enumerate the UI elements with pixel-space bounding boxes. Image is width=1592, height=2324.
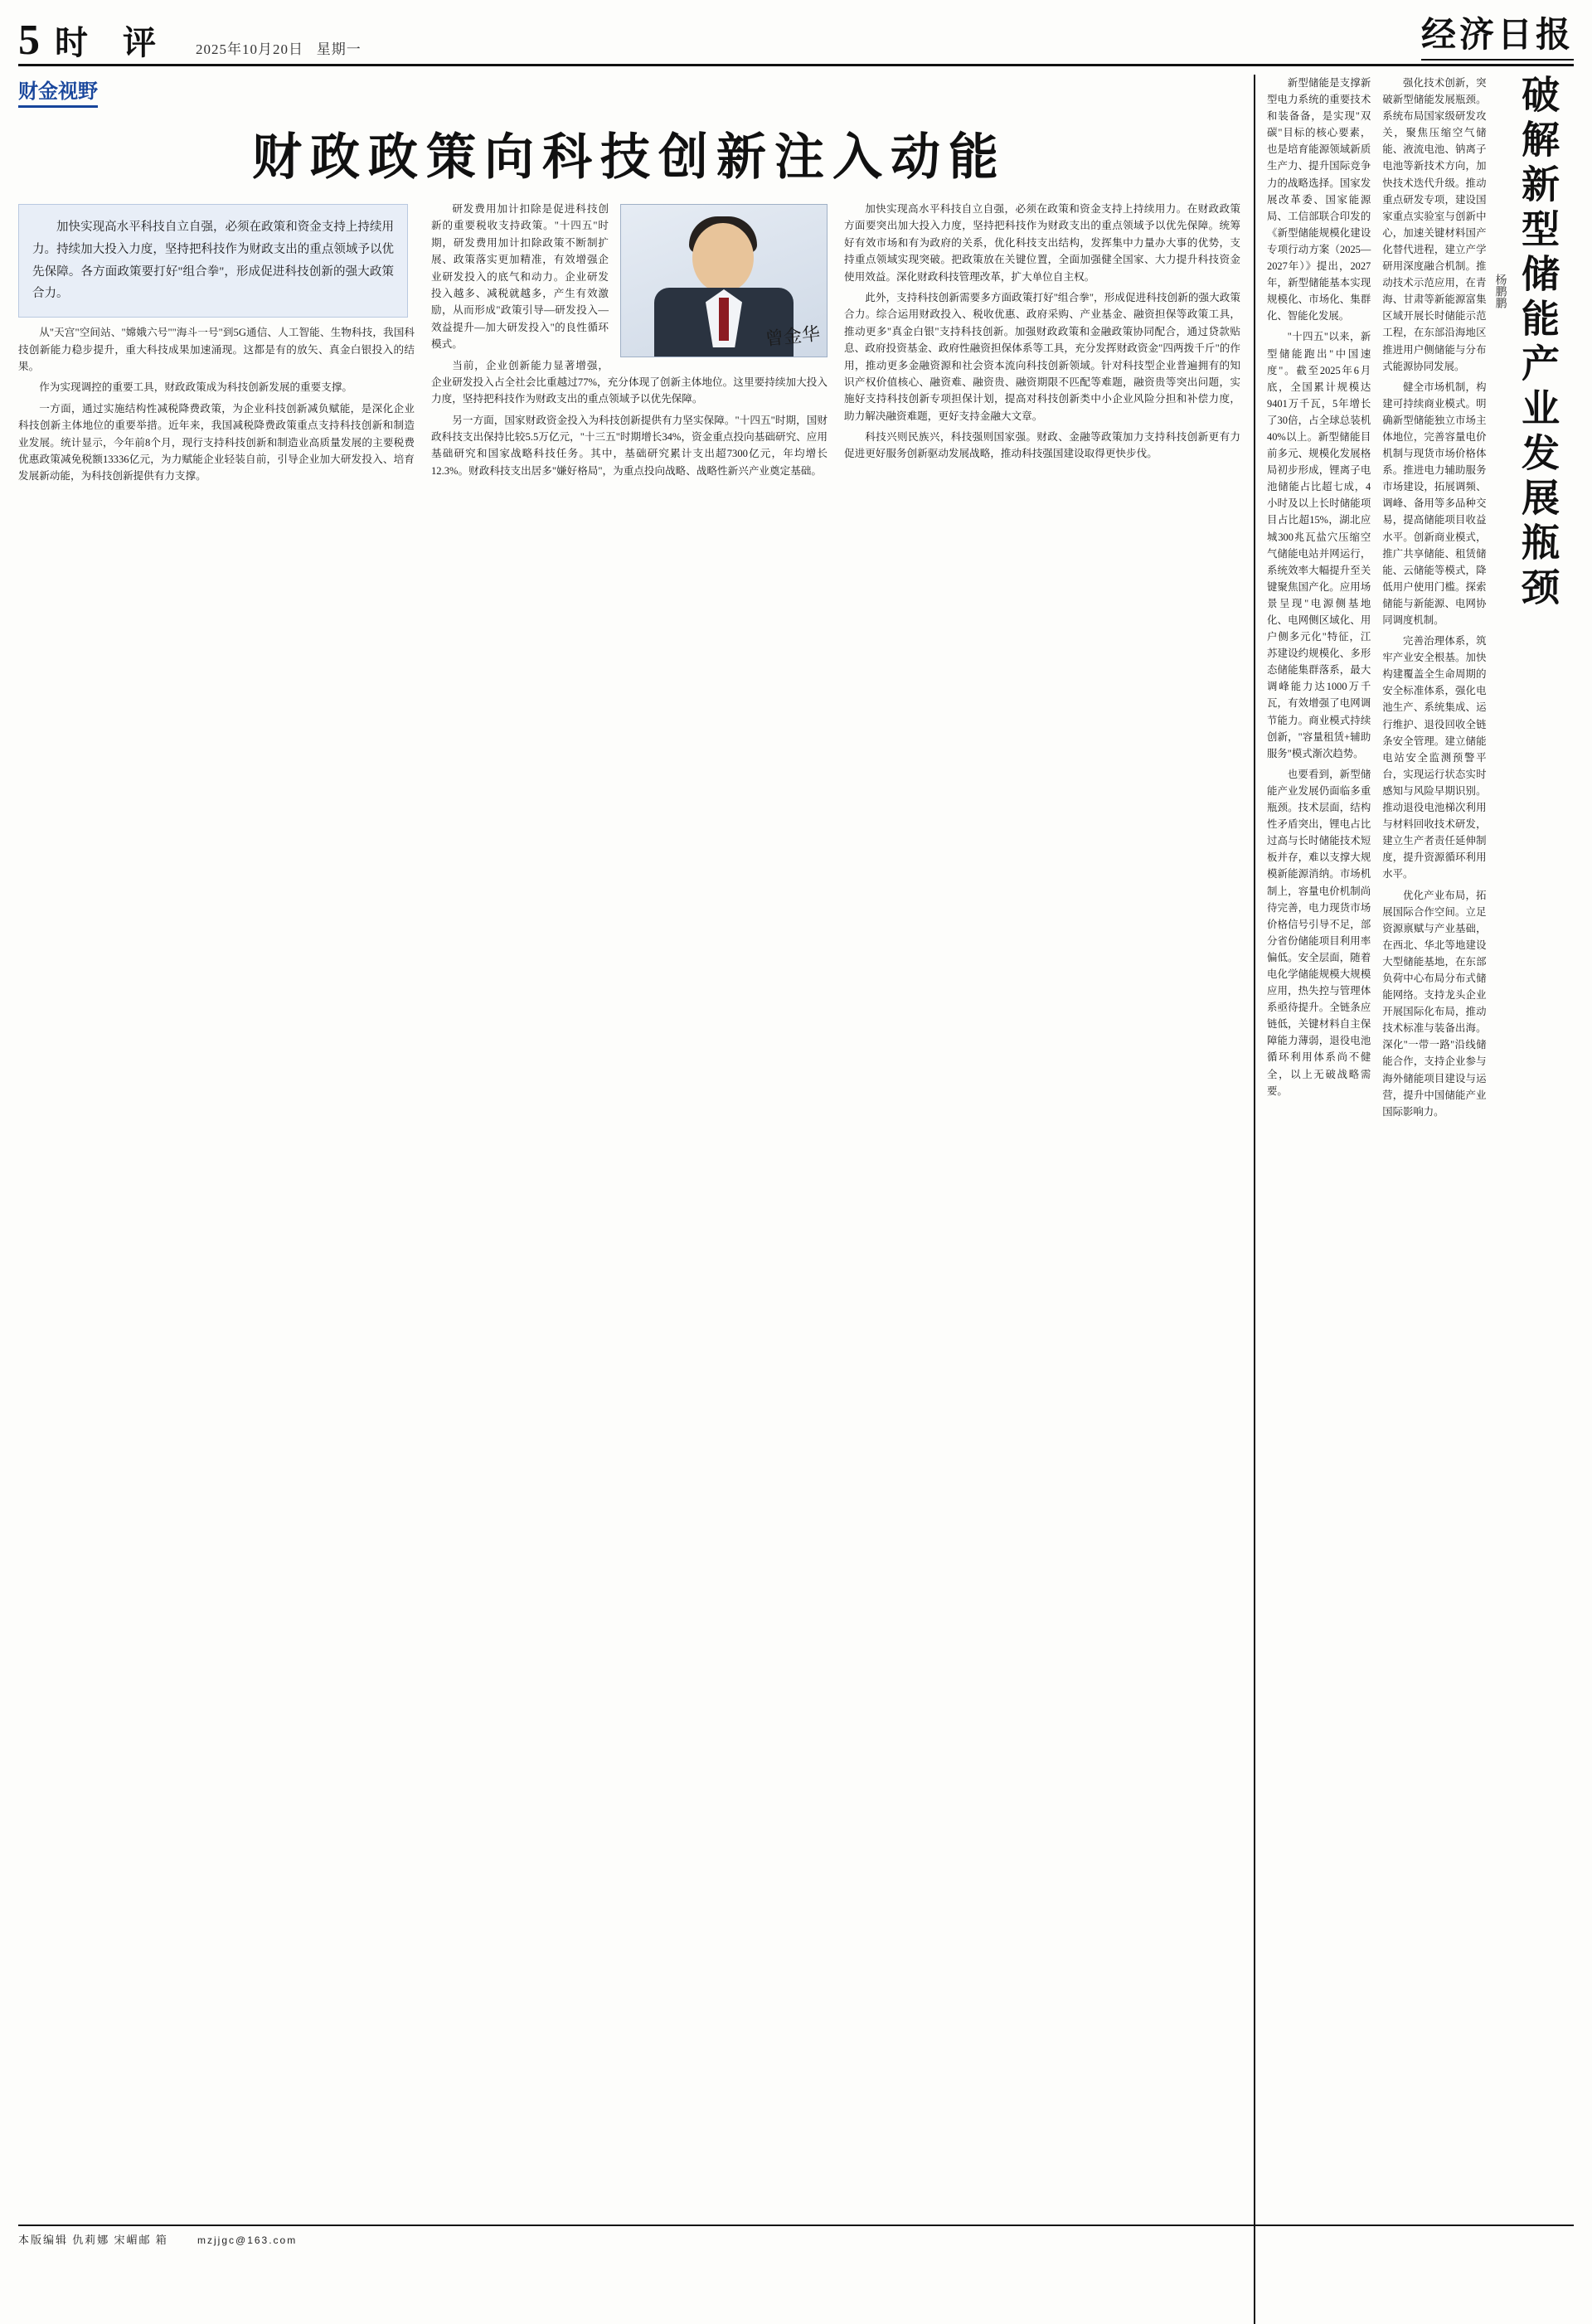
weekday-text: 星期一 — [316, 41, 362, 57]
portrait-signature: 曾金华 — [764, 323, 822, 350]
lead-paragraph: 另一方面，国家财政资金投入为科技创新提供有力坚实保障。"十四五"时期，国财政科技支出保持比较5.5万亿元，"十三五"时期增长34%，资金重点投向基础研究、应用基础研究和国家战略科技任务。其中，基础研究累计支出超7300亿元，年均增长12.3%。财政科技支出居多"嫌好格局"，为重点投向战略、战略性新兴产业奠定基础。 — [431, 414, 828, 477]
author-portrait — [620, 204, 828, 357]
lead-paragraph: 一方面，通过实施结构性减税降费政策，为企业科技创新减负赋能，是深化企业科技创新主体地位的重要举措。近年来，我国减税降费政策重点支持科技创新和制造业发展。统计显示，今年前8个月，现行支持科技创新和制造业高质量发展的主要税费优惠政策减免税额13336亿元，为力赋能企业轻装自前，引导企业加大研发投入、培育发展新动能，为科技创新提供有力支撑。 — [18, 402, 415, 483]
masthead-left — [18, 17, 362, 64]
rail-paragraph: "十四五"以来，新型储能跑出"中国速度"。截至2025年6月底，全国累计规模达9401万千瓦，5年增长了30倍，占全球总装机40%以上。新型储能目前多元、规模化发展格局初步形成，锂离子电池储能占比超七成，4小时及以上长时储能项目占比超15%，湖北应城300兆瓦盐穴压缩空气储能电站并网运行，系统效率大幅提升至关键聚焦国产化。应用场景呈现"电源侧基地化、电网侧区域化、用户侧多元化"特征，江苏建设约规模化、多形态储能集群落系，最大调峰能力达1000万千瓦，有效增强了电网调节能力。商业模式持续创新，"容量租赁+辅助服务"模式渐次趋势。 — [1267, 331, 1371, 759]
rail-paragraph: 优化产业布局，拓展国际合作空间。立足资源禀赋与产业基础，在西北、华北等地建设大型储能基地，在东部负荷中心布局分布式储能网络。支持龙头企业开展国际化布局，推动技术标准与装备出海。深化"一带一路"沿线储能合作，支持企业参与海外储能项目建设与运营，提升中国储能产业国际影响力。 — [1382, 889, 1487, 1118]
paper-logo — [1421, 7, 1574, 61]
rail-paragraph: 新型储能是支撑新型电力系统的重要技术和装备备，是实现"双碳"目标的核心要素，也是培育能源领域新质生产力、提升国际竞争力的战略选择。国家发展改革委、国家能源局、工信部联合印发的《新型储能规模化建设专项行动方案（2025—2027年）》提出，2027年，新型储能基本实现规模化、市场化、集群化、智能化发展。 — [1267, 77, 1371, 323]
lead-paragraph: 科技兴则民族兴，科技强则国家强。财政、金融等政策加力支持科技创新更有力促进更好服务创新驱动发展战略，推动科技强国建设取得更快步伐。 — [844, 431, 1240, 460]
rail-paragraph: 强化技术创新，突破新型储能发展瓶颈。系统布局国家级研发攻关，聚焦压缩空气储能、液流电池、钠离子电池等新技术方向，加快技术迭代升级。推动重点研发专项，建设国家重点实验室与创新中心，加速关键材料国产化替代进程，建立产学研用深度融合机制。推动技术示范应用，在青海、甘肃等新能源富集区域开展长时储能示范工程，在东部沿海地区推进用户侧储能与分布式能源协同发展。 — [1382, 77, 1487, 372]
rail-author: 杨鹏鹏 — [1493, 274, 1507, 308]
publish-date — [196, 37, 362, 63]
page-number: 5 — [18, 17, 40, 64]
rail-paragraph: 健全市场机制，构建可持续商业模式。明确新型储能独立市场主体地位，完善容量电价机制与现货市场价格体系。推进电力辅助服务市场建设，拓展调频、调峰、备用等多品种交易，提高储能项目收益水平。创新商业模式，推广共享储能、租赁储能、云储能等模式，降低用户使用门槛。探索储能与新能源、电网协同调度机制。 — [1382, 381, 1487, 626]
footer-editors: 本版编辑 仇莉娜 宋嵋邮 箱 — [18, 2234, 168, 2246]
lead-band — [18, 75, 1574, 2324]
footer-email: mzjjgc@163.com — [197, 2234, 298, 2246]
lead-article — [18, 75, 1254, 2324]
rail-body — [1267, 75, 1486, 2324]
rail-article — [1254, 75, 1559, 2324]
lead-paragraph: 当前，企业创新能力显著增强，企业研发投入占全社会比重越过77%，充分体现了创新主体地位。这里要持续加大投入力度，坚持把科技作为财政支出的重点领域予以优先保障。 — [431, 359, 828, 405]
portrait-tie — [719, 298, 729, 341]
section-title: 时 评 — [55, 24, 169, 61]
logo-rule — [1421, 59, 1574, 61]
page-footer — [18, 2225, 1574, 2247]
pull-quote — [18, 204, 408, 318]
lead-paragraph: 研发费用加计扣除是促进科技创新的重要税收支持政策。"十四五"时期，研发费用加计扣除政策不断制扩展、政策落实更加精准，有效增强企业研发投入的底气和动力。企业研发投入越多、减税就越多，产生有效激励，从而形成"政策引导—研发投入—效益提升—加大研发投入"的良性循环模式。 — [431, 203, 609, 351]
rail-headline: 破解新型储能产业发展瓶颈 — [1517, 75, 1559, 612]
date-text: 2025年10月20日 — [196, 41, 303, 57]
rail-paragraph: 完善治理体系，筑牢产业安全根基。加快构建覆盖全生命周期的安全标准体系，强化电池生产、系统集成、运行维护、退役回收全链条安全管理。建立储能电站安全监测预警平台，实现运行状态实时感知与风险早期识别。推动退役电池梯次利用与材料回收技术研发，建立生产者责任延伸制度，提升资源循环利用水平。 — [1382, 635, 1487, 881]
rail-paragraph: 也要看到，新型储能产业发展仍面临多重瓶颈。技术层面，结构性矛盾突出，锂电占比过高与长时储能技术短板并存，难以支撑大规模新能源消纳。市场机制上，容量电价机制尚待完善，电力现货市场价格信号引导不足，部分省份储能项目利用率偏低。安全层面，随着电化学储能规模大规模应用，热失控与管理体系亟待提升。全链条应链低，关键材料自主保障能力薄弱，退役电池循环利用体系尚不健全，以上无破战略需要。 — [1267, 768, 1371, 1097]
lead-paragraph: 此外，支持科技创新需要多方面政策打好"组合拳"，形成促进科技创新的强大政策合力。综合运用财政投入、税收优惠、政府采购、产业基金、融资担保等政策工具，推动更多"真金白银"支持科技创新。加强财政政策和金融政策协同配合，通过贷款贴息、政府投资基金、政府性融资担保体系等工具，充分发挥财政资金"四两拨千斤"的作用，推动更多金融资源和社会资本流向科技创新领域。针对科技型企业普遍拥有的知识产权价值核心、融资难、融资贵、融资期限不匹配等难题，融资贵等突出问题，实施好支持科技创新专项担保计划，提高对科技创新类中小企业风险分担和补偿力度，助力解决融资难题，更好支持金融大文章。 — [844, 291, 1240, 422]
pull-quote-text: 加快实现高水平科技自立自强，必须在政策和资金支持上持续用力。持续加大投入力度，坚持把科技作为财政支出的重点领域予以优先保障。各方面政策要打好"组合拳"，形成促进科技创新的强大政策合力。 — [32, 221, 394, 301]
lead-paragraph: 从"天宫"空间站、"嫦娥六号""海斗一号"到5G通信、人工智能、生物科技，我国科技创新能力稳步提升，重大科技成果加速涌现。这都是有的放矢、真金白银投入的结果。 — [18, 327, 415, 373]
lead-paragraph: 加快实现高水平科技自立自强，必须在政策和资金支持上持续用力。在财政政策方面要突出加大投入力度，坚持把科技作为财政支出的重点领域予以优先保障。统筹好有效市场和有为政府的关系，优化科技支出结构，发挥集中力量办大事的优势，支持重点领域实现突破。把政策放在关键位置，全面加强健全国家、大力提升科技资金使用效益。深化财政科技管理改革，扩大单位自主权。 — [844, 203, 1240, 283]
lead-paragraph: 作为实现调控的重要工具，财政政策成为科技创新发展的重要支撑。 — [39, 381, 352, 394]
masthead — [18, 15, 1574, 66]
portrait-head — [692, 223, 754, 293]
paper-name: 经济日报 — [1420, 17, 1574, 55]
lead-body — [18, 201, 1240, 485]
lead-headline: 财政政策向科技创新注入动能 — [252, 130, 1007, 185]
lead-kicker: 财金视野 — [18, 75, 98, 108]
rail-text — [1267, 75, 1486, 1120]
